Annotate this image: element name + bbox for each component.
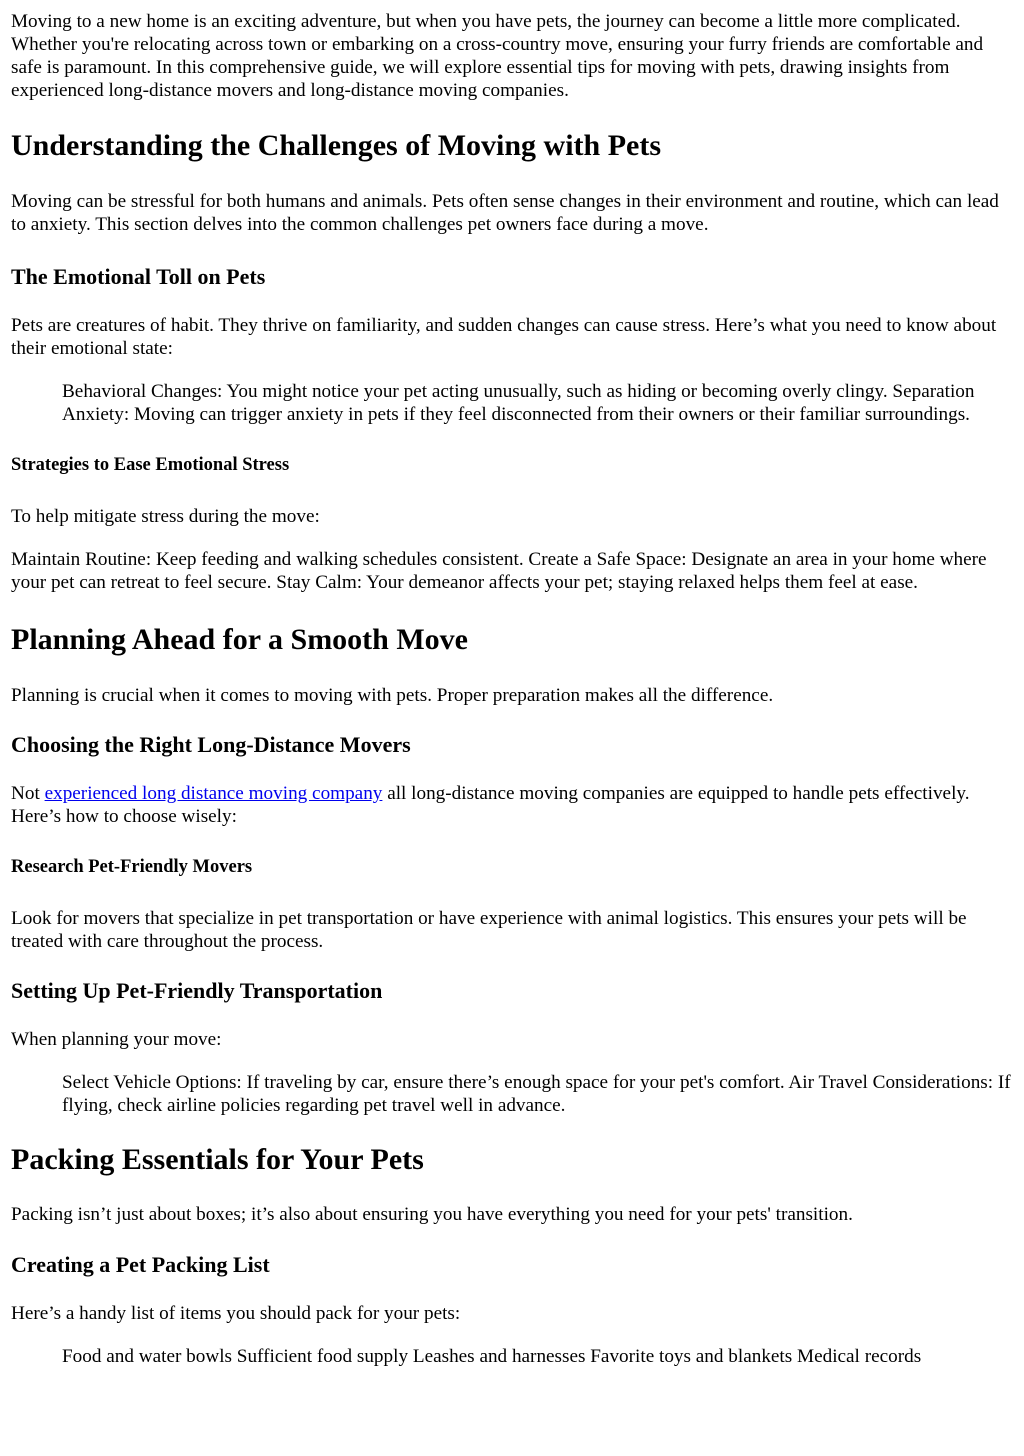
transport-lead: When planning your move: (11, 1029, 222, 1050)
research-paragraph: Look for movers that specialize in pet transportation or have experience with animal logistics. This ensures your pets will be treated with care throughout the process. (11, 908, 967, 952)
subheading-research-movers: Research Pet-Friendly Movers (11, 857, 253, 877)
choosing-text-after: all long-distance moving companies are equipped to handle pets effectively. Here’s how to choose wisely: (11, 783, 970, 827)
section-heading-planning: Planning Ahead for a Smooth Move (11, 623, 468, 656)
subheading-choosing-movers: Choosing the Right Long-Distance Movers (11, 732, 411, 757)
challenges-paragraph: Moving can be stressful for both humans and animals. Pets often sense changes in their environment and routine, which can lead to anxiety. This section delves into the common challenges pet owners face during a move. (11, 191, 999, 235)
planning-paragraph: Planning is crucial when it comes to moving with pets. Proper preparation makes all the difference. (11, 685, 774, 706)
subheading-emotional-toll: The Emotional Toll on Pets (11, 264, 266, 289)
packing-list-lead: Here’s a handy list of items you should pack for your pets: (11, 1303, 461, 1324)
subheading-transportation: Setting Up Pet-Friendly Transportation (11, 978, 383, 1003)
packing-list-items: Food and water bowls Sufficient food supply Leashes and harnesses Favorite toys and blankets Medical records (62, 1346, 922, 1367)
section-heading-packing: Packing Essentials for Your Pets (11, 1143, 424, 1176)
choosing-text-before: Not (11, 783, 45, 804)
subheading-packing-list: Creating a Pet Packing List (11, 1252, 270, 1277)
intro-paragraph: Moving to a new home is an exciting adventure, but when you have pets, the journey can become a little more complicated. Whether you're relocating across town or embarking on a cross-country move, ensuring your furry friends are comfortable and safe is paramount. In this comprehensive guide, we will explore essential tips for moving with pets, drawing insights from experienced long-distance movers and long-distance moving companies. (11, 11, 984, 101)
emotional-points: Behavioral Changes: You might notice your pet acting unusually, such as hiding or becoming overly clingy. Separation Anxiety: Moving can trigger anxiety in pets if they feel disconnected from their owners or their familiar surroundings. (62, 381, 975, 425)
choosing-paragraph (11, 782, 1013, 828)
packing-paragraph: Packing isn’t just about boxes; it’s also about ensuring you have everything you need for your pets' transition. (11, 1204, 853, 1225)
strategies-paragraph: Maintain Routine: Keep feeding and walking schedules consistent. Create a Safe Space: Designate an area in your home where your pet can retreat to feel secure. Stay Calm: Your demeanor affects your pet; staying relaxed helps them feel at ease. (11, 549, 987, 593)
subheading-strategies: Strategies to Ease Emotional Stress (11, 455, 290, 475)
section-heading-challenges: Understanding the Challenges of Moving with Pets (11, 129, 662, 162)
transport-points: Select Vehicle Options: If traveling by car, ensure there’s enough space for your pet's comfort. Air Travel Considerations: If flying, check airline policies regarding pet travel well in advance. (62, 1072, 1011, 1116)
moving-company-link[interactable]: experienced long distance moving company (44, 783, 383, 804)
strategies-lead: To help mitigate stress during the move: (11, 506, 320, 527)
article-body (0, 10, 1024, 1368)
emotional-paragraph: Pets are creatures of habit. They thrive on familiarity, and sudden changes can cause stress. Here’s what you need to know about their emotional state: (11, 315, 997, 359)
